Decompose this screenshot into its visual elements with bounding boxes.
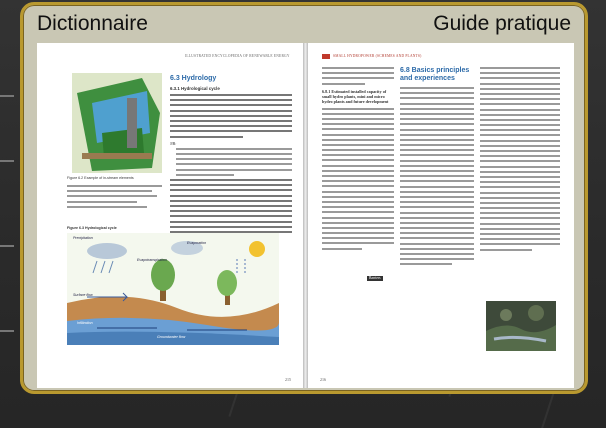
side-tick [0, 330, 14, 332]
practical-guide-heading[interactable]: Guide pratique [433, 12, 571, 35]
left-running-head: ILLUSTRATED ENCYCLOPEDIA OF RENEWABLE ENERGY [185, 54, 290, 58]
note-label: NB: [170, 140, 177, 146]
left-text-column [170, 75, 292, 241]
book-spread [37, 43, 574, 388]
right-text-column-1 [322, 67, 394, 253]
infiltration-label: Infiltration [77, 321, 93, 325]
precipitation-label: Precipitation [73, 236, 93, 240]
groundwater-flow-label: Groundwater flow [157, 335, 186, 339]
top-figure-caption: Figure 6.2 Example of in-stream elements [67, 176, 134, 180]
right-text-column-2 [400, 67, 474, 269]
right-text-column-3 [480, 67, 560, 254]
evapotranspiration-label: Evapotranspiration [137, 258, 167, 262]
side-tick [0, 245, 14, 247]
hydrological-cycle-subtitle: 6.3.1 Hydrological cycle [170, 86, 220, 91]
chapter-marker [322, 54, 330, 59]
dam-illustration [72, 73, 162, 173]
hydro-plant-photo [486, 301, 556, 351]
right-page-number: 216 [320, 377, 326, 382]
side-tick [0, 160, 14, 162]
basics-section-title: 6.8 Basics principles and experiences [400, 67, 470, 82]
hydrology-section-title: 6.3 Hydrology [170, 75, 217, 82]
capacity-subtitle: 6.8.1 Estimated installed capacity of small hydro plants, mini and micro hydro plants and future development [322, 88, 389, 104]
surface-flow-label: Surface flow [73, 293, 93, 297]
left-page[interactable] [37, 43, 303, 388]
right-running-head: SMALL HYDROPOWER (SCHEMES AND PLANTS) [333, 54, 422, 58]
evaporation-label: Evaporation [187, 241, 207, 245]
hydrological-cycle-diagram [67, 233, 279, 345]
dictionary-heading[interactable]: Dictionnaire [37, 12, 148, 35]
side-tick [0, 95, 14, 97]
top-figure-legend [67, 185, 167, 211]
right-page[interactable] [308, 43, 574, 388]
book-viewer-frame [20, 2, 588, 394]
cycle-figure-caption: Figure 6.3 Hydrological cycle [67, 226, 117, 230]
left-page-number: 215 [285, 377, 291, 382]
barriers-tag: Barriers [369, 276, 381, 280]
